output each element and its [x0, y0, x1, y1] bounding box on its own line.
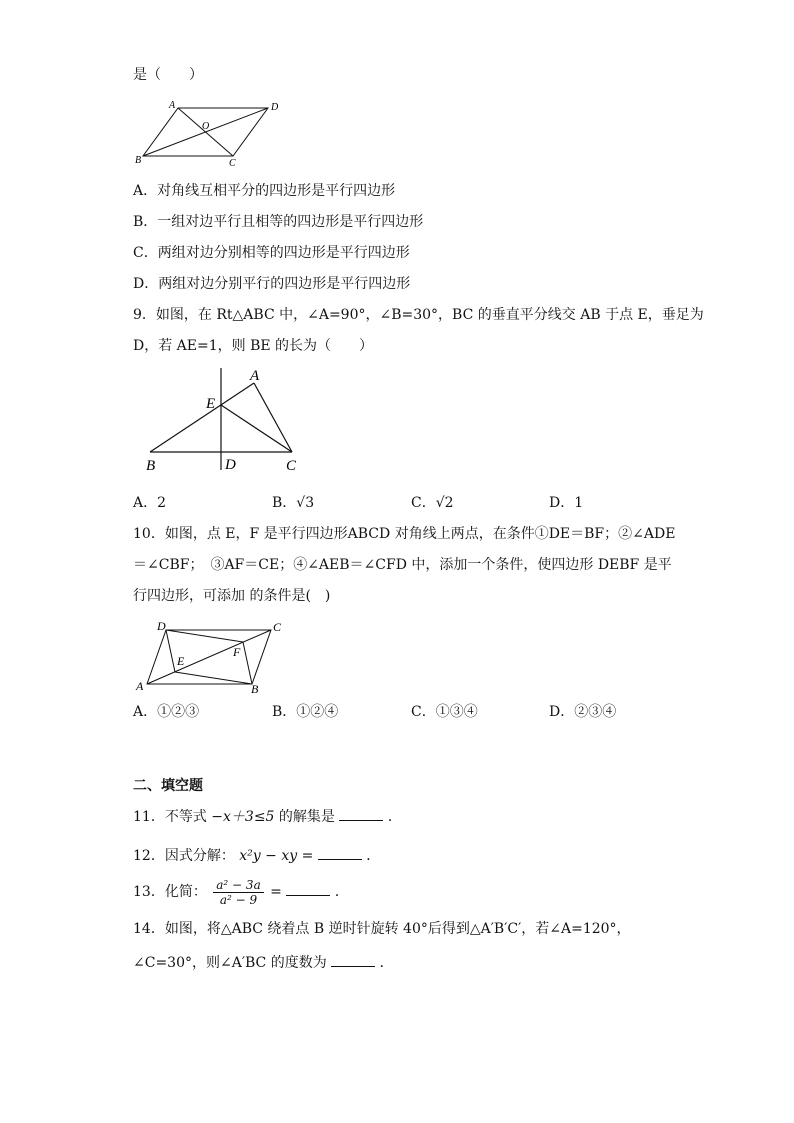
q8-label-o: O: [202, 121, 210, 132]
q10-option-b: B．①②④: [272, 704, 339, 720]
q13-prefix: 13．化简：: [133, 884, 207, 900]
q12-line: [133, 845, 380, 865]
q8-label-b: B: [135, 155, 142, 166]
q11-expression: −x＋3≤5: [211, 809, 275, 825]
q8-option-a: A．对角线互相平分的四边形是平行四边形: [133, 183, 396, 199]
q10-segment-eb: [175, 672, 252, 684]
q10-line1: 10．如图，点 E，F 是平行四边形ABCD 对角线上两点，在条件①DE＝BF；②∠ADE: [133, 526, 676, 542]
q11-line: [133, 806, 402, 826]
q9-triangle-figure: [140, 362, 310, 477]
q14-line2-prefix: ∠C=30°，则∠A′BC 的度数为: [133, 955, 327, 971]
q13-line: [133, 877, 349, 907]
q13-answer-blank[interactable]: [286, 881, 330, 896]
q9-side-ba: [150, 383, 254, 452]
q13-numerator: a² − 3a: [213, 878, 263, 893]
q14-line1: 14．如图，将△ABC 绕着点 B 逆时针旋转 40°后得到△A′B′C′，若∠A=120°，: [133, 921, 631, 937]
q8-label-c: C: [229, 158, 236, 168]
q11-suffix: 的解集是: [278, 809, 335, 825]
q9-line2: D，若 AE=1，则 BE 的长为（ ）: [133, 338, 374, 354]
q13-end: ．: [334, 884, 349, 900]
q8-option-b: B．一组对边平行且相等的四边形是平行四边形: [133, 214, 424, 230]
q13-fraction: [213, 878, 263, 907]
q10-segment-df: [166, 630, 243, 642]
q10-option-c: C．①③④: [411, 704, 478, 720]
q8-label-a: A: [169, 100, 176, 111]
q10-option-a: A．①②③: [133, 704, 200, 720]
q11-prefix: 11．不等式: [133, 809, 207, 825]
q14-end: ．: [379, 955, 394, 971]
q9-segment-ec: [221, 405, 292, 452]
q10-line3: 行四边形，可添加 的条件是( ): [133, 588, 331, 604]
q10-label-a: A: [136, 679, 144, 693]
q8-option-c: C．两组对边分别相等的四边形是平行四边形: [133, 245, 410, 261]
q10-parallelogram-figure: [133, 616, 293, 696]
q10-option-d: D．②③④: [549, 704, 617, 720]
q9-label-b: B: [146, 458, 156, 474]
q9-label-a: A: [250, 368, 260, 384]
q13-equals: =: [270, 884, 282, 900]
q8-label-d: D: [271, 102, 279, 113]
q12-end: ．: [366, 848, 381, 864]
q11-answer-blank[interactable]: [339, 806, 383, 821]
q11-end: ．: [387, 809, 402, 825]
q10-label-c: C: [273, 620, 282, 634]
q10-label-d: D: [157, 619, 166, 633]
q10-segment-de: [166, 630, 175, 672]
q9-side-ac: [254, 383, 292, 452]
q10-label-f: F: [233, 645, 241, 659]
q12-expression: x²y − xy =: [239, 848, 314, 864]
q9-label-c: C: [286, 458, 297, 474]
q9-option-d: D．1: [549, 495, 584, 511]
q9-label-d: D: [225, 457, 236, 473]
q9-option-b: B．√3: [272, 495, 315, 511]
q14-answer-blank[interactable]: [331, 952, 375, 967]
q8-option-d: D．两组对边分别平行的四边形是平行四边形: [133, 276, 411, 292]
q13-denominator: a² − 9: [219, 892, 258, 907]
q9-line1: 9．如图，在 Rt△ABC 中，∠A=90°，∠B=30°，BC 的垂直平分线交 AB 于点 E，垂足为: [133, 307, 704, 323]
q8-diagonal-bd: [143, 108, 268, 156]
q12-answer-blank[interactable]: [318, 845, 362, 860]
q9-label-e: E: [206, 396, 216, 412]
q10-line2: ＝∠CBF； ③AF＝CE；④∠AEB＝∠CFD 中，添加一个条件，使四边形 DEBF 是平: [133, 557, 672, 573]
q9-option-a: A．2: [133, 495, 167, 511]
q8-tail: 是（ ）: [133, 67, 203, 83]
q10-diagonal-ac: [147, 630, 271, 684]
q14-line2: [133, 952, 394, 972]
section-title-fill-in: 二、填空题: [133, 778, 203, 794]
q10-label-b: B: [251, 682, 259, 696]
q10-segment-fb: [243, 642, 252, 684]
q12-prefix: 12．因式分解：: [133, 848, 235, 864]
q10-label-e: E: [177, 654, 185, 668]
q9-option-c: C．√2: [411, 495, 454, 511]
q8-parallelogram-figure: [133, 98, 283, 168]
